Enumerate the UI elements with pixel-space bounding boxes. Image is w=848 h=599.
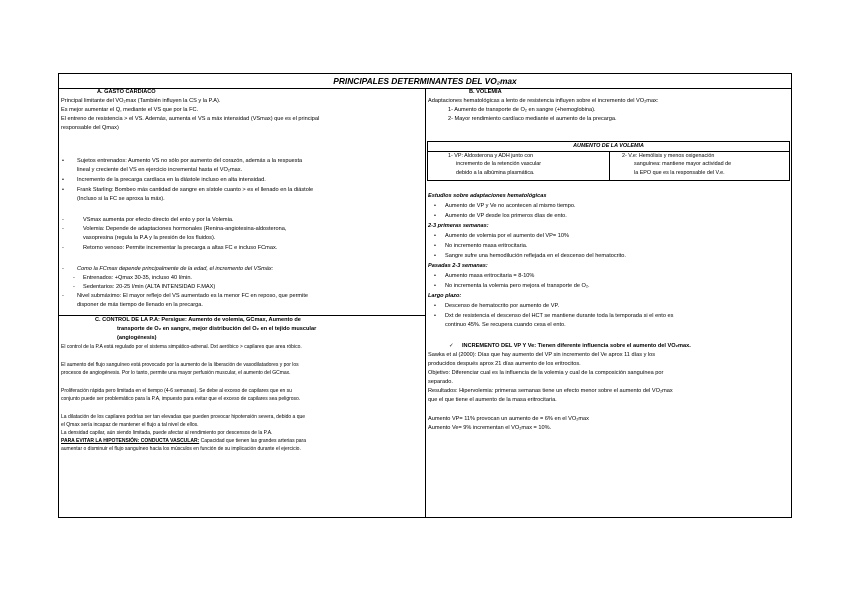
control-text: El aumento del flujo sanguíneo está provocado por la aumento de la liberación de vasodilatadores y por los xyxy=(61,362,299,368)
vsmax-line: VSmax aumenta por efecto directo del ento y por la Volemia. xyxy=(83,217,234,223)
control-text: La dilatación de los capilares podrías ser tan elevadas que pueden provocar hipotensión severa, debido a que xyxy=(61,414,306,420)
document-table xyxy=(58,73,792,518)
final-line: Aumento VP= 11% provocan un aumento de = 6% en el VO₂max xyxy=(428,416,589,422)
gasto-intro-line: Es mejor aumentar el Q, mediante el VS que por la FC. xyxy=(61,107,199,113)
bullet-icon: • xyxy=(62,158,64,164)
left-column xyxy=(59,89,426,517)
volemia-item: 1- Aumento de transporte de O₂ en sangre (+hemoglobina). xyxy=(448,107,596,113)
sem23-title: 2-3 primeras semanas: xyxy=(428,223,489,229)
incremento-text: que el que tiene el aumento de la masa eritrocitaria. xyxy=(428,397,557,403)
fcmax-line: Nivel submáximo: El mayor reflejo del VS aumentado es la menor FC en reposo, que permite xyxy=(77,293,309,299)
control-text: conjunto puede ser problemático para la P.A, impuesto para evitar que el exceso de capilares sea peligroso. xyxy=(61,396,301,402)
largo-item: continuo 45%. Se recupera cuando cesa el ento. xyxy=(445,322,566,328)
control-text: La densidad capilar, aún siendo limitada, puede afectar al rendimiento por descensos de la P.A. xyxy=(61,430,273,436)
evitar-text: Capacidad que tienen las grandes arterias para xyxy=(199,438,306,444)
control-text: procesos de angiogénesis. Por lo tanto, permite una mayor perfusión muscular, el aumento del GCmax. xyxy=(61,370,291,376)
incremento-text: Resultados: Hipervolemia: primeras semanas tiene un efecto menor sobre el aumento del VO₂max xyxy=(428,388,673,394)
bullet-icon: • xyxy=(434,253,436,259)
vsmax-line: Volemia: Depende de adaptaciones hormonales (Renina-angiotesina-aldosterona, xyxy=(83,226,287,232)
control-text: El control de la P.A está regulado por el sistema simpático-adrenal. Dxt aeróbico > capilares que area róbico. xyxy=(61,344,302,350)
box-line: 1- VP: Aldosterona y ADH junto con xyxy=(448,153,534,159)
gasto-intro-line: responsable del Qmax) xyxy=(61,125,119,131)
incremento-title: INCREMENTO DEL VP Y Ve: Tienen diferente influencia sobre el aumento del VO₂max. xyxy=(462,343,691,349)
largo-item: Descenso de hematocrito por aumento de VP. xyxy=(445,303,560,309)
fcmax-line: Entrenados: +Qmax 30-35, incluso 40 l/min. xyxy=(83,275,192,281)
incremento-text: producidos después aprox 21 días aumento de los eritrocitos. xyxy=(428,361,581,367)
right-column xyxy=(426,89,791,517)
control-text: el Qmax sería incapaz de mantener el flujo a tal nivel de ellos. xyxy=(61,422,199,428)
incremento-text: Sawka et al (2000): Días que hay aumento del VP sin incremento del Ve aprox 11 días y los xyxy=(428,352,656,358)
evitar-label: PARA EVITAR LA HIPOTENSIÓN: CONDUCTA VASCULAR: xyxy=(61,438,200,444)
box-line: la EPO que es la responsable del V.e. xyxy=(634,169,725,176)
section-c-title: (angiogénesis) xyxy=(117,335,157,341)
largo-item: Dxt de resistencia el descenso del HCT se mantiene durante toda la temporada si el ento es xyxy=(445,313,674,319)
box-line: sanguínea: mantiene mayor actividad de xyxy=(634,161,732,168)
fcmax-line: disponer de más tiempo de llenado en la precarga. xyxy=(77,302,203,308)
box-line: incremento de la retención vascular xyxy=(456,161,542,168)
volemia-box-left xyxy=(428,152,610,180)
sem23-item: No incremento masa eritrocitaria. xyxy=(445,243,528,249)
bullet-icon: • xyxy=(434,273,436,279)
pasadas-item: No incrementa la volemia pero mejora el transporte de O₂. xyxy=(445,283,590,289)
gasto-intro-line: El entreno de resistencia > el VS. Además, aumenta el VS a máx intensidad (VSmax) que es el principal xyxy=(61,116,320,122)
volemia-intro: Adaptaciones hematológicas a lento de resistencia influyen sobre el incremento del VO₂max: xyxy=(428,98,659,104)
bullet-icon: • xyxy=(434,243,436,249)
box-line: debido a la albúmina plasmática. xyxy=(456,169,535,176)
bullet-icon: • xyxy=(434,283,436,289)
volemia-item: 2- Mayor rendimiento cardíaco mediante el aumento de la precarga. xyxy=(448,116,617,122)
page-title: PRINCIPALES DETERMINANTES DEL VO₂max xyxy=(59,74,791,89)
fcmax-line: Sedentarios: 20-25 l/min (ALTA INTENSIDAD F.MAX) xyxy=(83,284,216,290)
gasto-bullet: Incremento de la precarga cardíaca en la diástole incluso en alta intensidad. xyxy=(77,177,266,183)
estudios-item: Aumento de VP desde los primeros días de ento. xyxy=(445,213,567,219)
gasto-intro-line: Principal limitante del VO₂max (También influyen la CS y la P.A). xyxy=(61,98,221,104)
bullet-icon: • xyxy=(434,313,436,319)
section-b-title: B. VOLEMIA xyxy=(469,89,502,95)
fcmax-line: Como la FCmax depende principalmente de la edad, el incremento del VSmáx: xyxy=(77,266,274,272)
gasto-bullet: (Incluso si la FC se aproxa la máx). xyxy=(77,196,165,202)
gasto-bullet: Frank Starling: Bombeo más cantidad de sangre en sístole cuanto > es el llenado en la diástole xyxy=(77,187,314,193)
estudios-item: Aumento de VP y Ve no acontecen al mismo tiempo. xyxy=(445,203,576,209)
check-icon: ✓ xyxy=(449,343,454,349)
bullet-icon: • xyxy=(434,213,436,219)
dash-icon: - xyxy=(73,275,75,281)
dash-icon: - xyxy=(62,245,64,251)
section-c-title: C. CONTROL DE LA P.A: Persigue: Aumento de volemia, GCmax, Aumento de xyxy=(95,317,301,323)
dash-icon: - xyxy=(62,226,64,232)
section-c-title: transporte de O₂ en sangre, mejor distribución del O₂ en el tejido muscular xyxy=(117,326,317,332)
bullet-icon: • xyxy=(434,233,436,239)
vsmax-line: Retorno venoso: Permite incrementar la precarga a altas FC e incluso FCmax. xyxy=(83,245,278,251)
dash-icon: - xyxy=(62,217,64,223)
bullet-icon: • xyxy=(62,187,64,193)
bullet-icon: • xyxy=(62,177,64,183)
incremento-text: Objetivo: Diferenciar cual es la influencia de la volemia y cual de la composición sanguínea por xyxy=(428,370,664,376)
box-line: 2- V.e: Hemólisis y menos oxigenación xyxy=(622,153,715,159)
gasto-bullet: Sujetos entrenados: Aumento VS no sólo por aumento del corazón, además a la respuesta xyxy=(77,158,303,164)
vsmax-line: vasopresina (regula la P.A y la presión de los fluidos). xyxy=(83,235,216,241)
volemia-box xyxy=(427,141,790,181)
content-columns xyxy=(59,89,791,517)
pasadas-item: Aumento masa eritrocitaria = 8-10% xyxy=(445,273,535,279)
evitar-text: aumentar o disminuir el flujo sanguíneo hacia los músculos en función de su implicación durante el ejercicio. xyxy=(61,446,301,452)
dash-icon: - xyxy=(62,293,64,299)
section-a-title: A. GASTO CARDÍACO xyxy=(97,89,156,95)
evitar-line xyxy=(61,438,306,446)
gasto-bullet: lineal y creciente del VS en ejercicio incremental hasta el VO₂max. xyxy=(77,167,243,173)
final-line: Aumento Ve= 9% incrementan el VO₂max = 10%. xyxy=(428,425,552,431)
incremento-text: separado. xyxy=(428,379,453,385)
pasadas-title: Pasadas 2-3 semanas: xyxy=(428,263,488,269)
volemia-box-right xyxy=(610,152,789,180)
volemia-box-header: AUMENTO DE LA VOLEMIA xyxy=(428,142,789,152)
sem23-item: Sangre sufre una hemodilución reflejada en el descenso del hematocrito. xyxy=(445,253,626,259)
bullet-icon: • xyxy=(434,203,436,209)
dash-icon: - xyxy=(62,266,64,272)
bullet-icon: • xyxy=(434,303,436,309)
estudios-title: Estudios sobre adaptaciones hematológicas xyxy=(428,193,547,199)
dash-icon: - xyxy=(73,284,75,290)
sem23-item: Aumento de volemia por el aumento del VP= 10% xyxy=(445,233,569,239)
control-text: Proliferación rápida pero limitada en el tiempo (4-6 semanas). Se debe al exceso de capilares que en su xyxy=(61,388,292,394)
largo-title: Largo plazo: xyxy=(428,293,462,299)
